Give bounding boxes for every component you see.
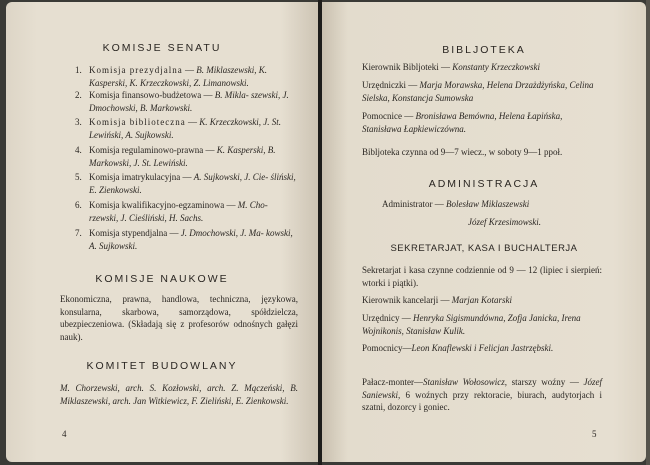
office-role: Urzędnicy (362, 313, 400, 323)
commission-body: Komisja regulaminowo-prawna — K. Kasperski, B. Markowski, J. St. Lewiński. (89, 145, 276, 168)
office-role: Kierownik kancelarji (362, 295, 439, 305)
commission-members-cont: rzewski, J. Cieśliński, H. Sachs. (89, 212, 204, 223)
building-committee-text: M. Chorzewski, arch. S. Kozłowski, arch. Z. Mączeński, B. Miklaszewski, arch. Jan Witkiewicz, F. Zieliński, E. Zienkowski. (60, 383, 298, 406)
commission-body: Komisja imatrykulacyjna — A. Sujkowski, J. Cie- śliński, E. Zienkowski. (89, 172, 296, 195)
commission-name: Komisja stypendjalna (89, 228, 168, 238)
commission-name: Komisja prezydjalna (89, 65, 183, 75)
commission-item (75, 199, 297, 224)
staff-name-2: Józef Saniewski, (362, 377, 602, 400)
commission-members-cont: śliński, E. Zienkowski. (89, 172, 296, 195)
page-number-left: 4 (62, 429, 67, 439)
admin-name: Bolesław Miklaszewski (446, 199, 530, 209)
library-names: Marja Morawska, Helena Drzażdżyńska, Celina Sielska, Konstancja Sumowska (362, 80, 594, 103)
heading-sekretarjat: SEKRETARJAT, KASA I BUCHALTERJA (390, 243, 578, 254)
library-role: Pomocnice (362, 111, 402, 121)
commission-body: Komisja biblioteczna — K. Krzeczkowski, J. St. Lewiński, A. Sujkowski. (89, 117, 281, 140)
commission-item (75, 89, 297, 114)
library-role: Urzędniczki (362, 80, 406, 90)
commission-name: Komisja biblioteczna (89, 117, 186, 127)
admin-name-2: Józef Krzesimowski. (468, 217, 541, 227)
heading-komitet-budowlany: KOMITET BUDOWLANY (86, 360, 238, 372)
commission-members: K. Krzeczkowski, (199, 117, 261, 127)
commission-number: 7. (75, 228, 82, 238)
office-assistants: Pomocnicy—Leon Knaflewski i Felicjan Jastrzębski. (362, 343, 554, 353)
library-names: Konstanty Krzeczkowski (452, 62, 540, 72)
admin-role: Administrator (382, 199, 433, 209)
office-role: Pomocnicy (362, 343, 403, 353)
commission-members: M. Cho- (237, 200, 268, 210)
commission-name: Komisja kwalifikacyjno-egzaminowa (89, 200, 225, 210)
library-clerks: Urzędniczki — Marja Morawska, Helena Drzażdżyńska, Celina Sielska, Konstancja Sumowska (362, 80, 594, 103)
commission-members: A. Sujkowski, J. Cie- (193, 172, 269, 182)
commission-number: 5. (75, 172, 82, 182)
staff-name: Stanisław Wołosowicz, (422, 377, 508, 387)
staff-rest: starszy woźny — (511, 377, 579, 387)
commission-body: Komisja finansowo-budżetowa — B. Mikla- szewski, J. Dmochowski, B. Markowski. (89, 90, 289, 113)
library-assistants: Pomocnice — Bronisława Bemówna, Helena Łapińska, Stanisława Łapkiewiczówna. (362, 111, 563, 134)
commission-members: B. Mikla- (214, 90, 249, 100)
staff-text: Pałacz-monter—Stanisław Wołosowicz, starszy woźny — Józef Saniewski, 6 woźnych przy rektoracie, biurach, audytorjach i szatni, dozorcy i goniec. (362, 377, 602, 413)
commission-number: 6. (75, 200, 82, 210)
commission-item (75, 116, 297, 141)
commission-members-cont: J. St. Lewiński, A. Sujkowski. (89, 117, 281, 140)
library-head: Kierownik Bibljoteki — Konstanty Krzeczkowski (362, 62, 540, 72)
commission-name: Komisja finansowo-budżetowa (89, 90, 202, 100)
administrator-line: Administrator — Bolesław Miklaszewski (382, 199, 530, 209)
office-head: Kierownik kancelarji — Marjan Kotarski (362, 295, 512, 305)
scientific-commissions-text: Ekonomiczna, prawna, handlowa, techniczna, językowa, konsularna, skarbowa, samorządowa, spółdzielcza, ubezpieczeniowa. (Składają się z profesorów odnośnych gałęzi nauk). (60, 294, 298, 342)
commission-number: 2. (75, 90, 82, 100)
library-hours: Bibljoteka czynna od 9—7 wiecz., w soboty 9—1 ppoł. (362, 147, 563, 157)
office-names: Leon Knaflewski i Felicjan Jastrzębski. (411, 343, 554, 353)
commission-number: 3. (75, 117, 82, 127)
library-names: Bronisława Bemówna, Helena Łapińska, Stanisława Łapkiewiczówna. (362, 111, 563, 134)
commission-number: 1. (75, 65, 82, 75)
heading-komisje-senatu: KOMISJE SENATU (102, 42, 222, 54)
page-number-right: 5 (592, 429, 597, 439)
commission-item (75, 171, 297, 196)
office-names: Marjan Kotarski (451, 295, 512, 305)
commission-members-cont: szewski, J. Dmochowski, B. Markowski. (89, 90, 289, 113)
staff-remainder: 6 woźnych przy rektoracie, biurach, audytorjach i szatni, dozorcy i goniec. (362, 389, 602, 413)
commission-name: Komisja regulaminowo-prawna (89, 145, 204, 155)
office-names: Henryka Sigismundówna, Zofja Janicka, Irena Wojnikonis, Stanisław Kulik. (362, 313, 581, 336)
commission-item (75, 144, 297, 169)
commission-members-cont: B. Markowski, J. St. Lewiński. (89, 145, 276, 168)
commission-members: B. Miklaszewski, (196, 65, 257, 75)
heading-administracja: ADMINISTRACJA (428, 178, 540, 190)
commission-number: 4. (75, 145, 82, 155)
commission-item (75, 64, 297, 89)
commission-body: Komisja prezydjalna — B. Miklaszewski, K. Kasperski, K. Krzeczkowski, Z. Limanowski. (89, 65, 267, 88)
commission-members: K. Kasperski, (216, 145, 266, 155)
office-clerks: Urzędnicy — Henryka Sigismundówna, Zofja Janicka, Irena Wojnikonis, Stanisław Kulik. (362, 313, 581, 336)
secretariat-hours: Sekretarjat i kasa czynne codziennie od 9 — 12 (lipiec i sierpień: wtorki i piątki). (362, 265, 602, 288)
commission-members-cont: K. Kasperski, K. Krzeczkowski, Z. Limanowski. (89, 65, 267, 88)
commission-members: J. Dmochowski, J. Ma- (180, 228, 264, 238)
commission-name: Komisja imatrykulacyjna (89, 172, 181, 182)
page-edge (646, 0, 650, 465)
commission-body: Komisja stypendjalna — J. Dmochowski, J. Ma- kowski, A. Sujkowski. (89, 228, 293, 251)
commission-item (75, 227, 297, 252)
heading-bibljoteka: BIBLJOTEKA (442, 44, 526, 56)
commission-members-cont: kowski, A. Sujkowski. (89, 228, 293, 251)
heading-komisje-naukowe: KOMISJE NAUKOWE (95, 273, 229, 285)
library-role: Kierownik Bibljoteki (362, 62, 439, 72)
commission-body: Komisja kwalifikacyjno-egzaminowa — M. Cho- rzewski, J. Cieśliński, H. Sachs. (89, 200, 268, 223)
staff-role: Pałacz-monter (362, 377, 414, 387)
